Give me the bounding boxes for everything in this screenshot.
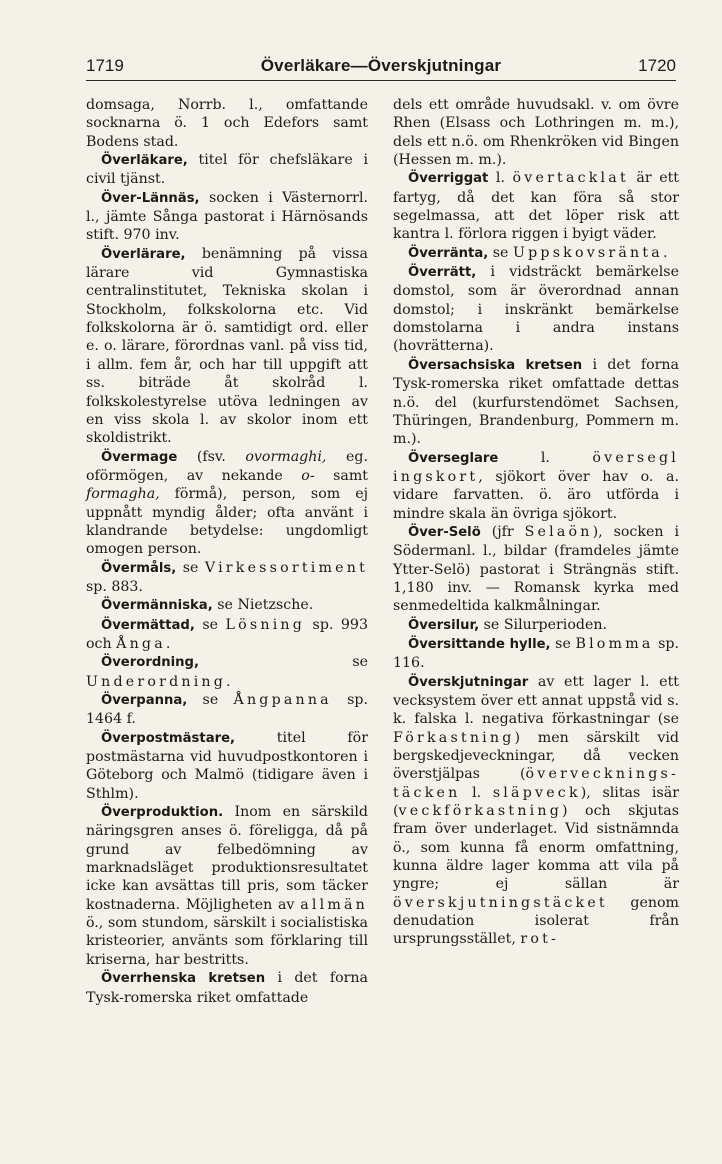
headword: Överrhenska kretsen [101, 971, 266, 987]
headword: Övermåls, [101, 560, 177, 576]
cross-reference: Ånga. [116, 635, 174, 652]
cross-reference: Lösning [225, 616, 306, 633]
entry-over-lannas: Över-Lännäs, socken i Västernorrl. l., jämte Sånga pastorat i Härnösands stift. 970 inv. [86, 189, 368, 244]
entry-over-selo: Över-Selö (jfr Selaön), socken i Södermanl. l., bildar (framdeles jämte Ytter-Selö) pastorat i Strängnäs stift. 1,180 inv. — Romansk kyrka med senmedeltida kalkmålningar. [393, 523, 679, 615]
headword: Överordning, [101, 655, 200, 671]
page-number-right: 1720 [638, 56, 676, 75]
headword: Överläkare, [101, 153, 188, 169]
cross-reference: Silurperioden. [503, 616, 607, 633]
running-head: Överläkare—Överskjutningar [260, 56, 502, 75]
entry-oversittande-hylle: Översittande hylle, se Blomma sp. 116. [393, 635, 679, 672]
entry-overratt: Överrätt, i vidsträckt bemärkelse domstol, som är överordnad annan domstol; i inskränkt bemärkelse domstolarna i andra instans (hovrätterna). [393, 264, 679, 355]
cross-reference: Blomma [575, 635, 654, 652]
entry-overmattad: Övermättad, se Lösning sp. 993 och Ånga. [86, 616, 368, 652]
spaced-term: allmän [300, 896, 368, 913]
entry-overranta: Överränta, se Uppskovsränta. [408, 244, 671, 261]
entry-overordning: Överordning, se Underordning. [86, 654, 368, 690]
page-number-left: 1719 [86, 56, 124, 75]
entry-continuation: domsaga, Norrb. l., omfattande socknarna ö. 1 och Edefors samt Bodens stad. [86, 97, 368, 150]
headword: Överlärare, [101, 246, 186, 262]
entry-overskjutningar: Överskjutningar av ett lager l. ett vecksystem över ett annat uppstå vid s. k. falska l. negativa förkastningar (se Förkastning) men särskilt vid bergskedjeveckningar, då vecken överstjälpas (övervecknings-täcken l. släpveck), slitas isär (veckförkastning) och skjutas fram över underlaget. Vid sistnämnda ö., som kunna få enorm omfattning, kunna äldre lager komma att vila på yngre; ej sällan är överskjutningstäcket genom denudation isolerat från ursprungsstället, rot- [393, 673, 679, 948]
entry-continuation: dels ett område huvudsakl. v. om övre Rhen (Elsass och Lothringen m. m.), dels ett n.ö. om Rhenkröken vid Bingen (Hessen m. m.). [393, 97, 679, 169]
headword: Över-Lännäs, [101, 190, 200, 206]
headword: Över-Selö [408, 524, 481, 540]
spaced-term: veckförkastning [398, 803, 563, 820]
cross-reference: Nietzsche. [237, 597, 314, 614]
cross-reference: Uppskovsränta. [512, 244, 671, 261]
cross-reference: Virkessortiment [204, 559, 368, 576]
entry-overpostmastare: Överpostmästare, titel för postmästarna vid huvudpostkontoren i Göteborg och Malmö (tidigare även i Sthlm). [86, 729, 368, 802]
headword: Övermage [101, 449, 178, 465]
headword: Överpanna, [101, 693, 188, 708]
headword: Översittande hylle, [408, 636, 551, 652]
entry-overpanna: Överpanna, se Ångpanna sp. 1464 f. [86, 692, 368, 728]
spaced-term: översegl ingskort [393, 449, 679, 485]
entry-overlarare: Överlärare, benämning på vissa lärare vid Gymnastiska centralinstitutet, Tekniska skolan i Stockholm, folkskolorna etc. Vid folkskolorna är ö. samtidigt ord. eller e. o. lärare, förordnas vanl. på viss tid, i allm. fem år, och har till uppgift att ss. biträde åt skolråd l. folkskolestyrelse utöva ledningen av en viss skola l. av skolor inom ett skoldistrikt. [86, 245, 368, 447]
spaced-term: överskjutningstäcket [393, 894, 608, 911]
headword: Överränta, [408, 245, 489, 261]
cross-reference: Förkastning [393, 729, 515, 746]
headword: Överskjutningar [408, 674, 529, 690]
page-header [86, 50, 676, 81]
headword: Överriggat [408, 171, 489, 187]
entry-overriggat: Överriggat l. övertacklat är ett fartyg, då det kan föra så stor segelmassa, att det löper risk att kantra l. förlora riggen i byigt väder. [393, 170, 679, 243]
entry-overmage: Övermage (fsv. ovormaghi, eg. oförmögen, av nekande o- samt formagha, förmå), person, som ej uppnått myndig ålder; ofta använt i klandrande betydelse: ungdomligt omogen person. [86, 448, 368, 558]
headword: Överpostmästare, [101, 730, 236, 746]
headword: Översachsiska kretsen [408, 357, 583, 373]
entry-overlakare: Överläkare, titel för chefsläkare i civil tjänst. [86, 152, 368, 188]
cross-reference: Underordning. [86, 673, 234, 690]
entry-overseglare: Överseglare l. översegl ingskort, sjökort över hav o. a. vidare farvatten. ö. äro utförda i mindre skala än övriga sjökort. [393, 449, 679, 522]
spaced-term: rot- [520, 931, 559, 948]
headword: Överproduktion. [101, 805, 224, 821]
entry-overmanniska: Övermänniska, se Nietzsche. [101, 597, 314, 614]
headword: Övermänniska, [101, 598, 213, 614]
headword: Överrätt, [408, 265, 477, 281]
left-column [86, 96, 368, 1007]
headword: Översilur, [408, 617, 480, 633]
spaced-term: släpveck [492, 784, 581, 801]
spaced-term: övertacklat [512, 170, 629, 187]
headword: Överseglare [408, 450, 499, 466]
cross-reference: Selaön [524, 523, 593, 540]
cross-reference: Ångpanna [233, 692, 332, 708]
right-column [393, 96, 679, 949]
entry-overmals: Övermåls, se Virkessortiment sp. 883. [86, 559, 368, 595]
entry-oversachsiska-kretsen: Översachsiska kretsen i det forna Tysk-romerska riket omfattade dettas n.ö. del (kurfurstendömet Sachsen, Thüringen, Brandenburg, Pommern m. m.). [393, 356, 679, 448]
headword: Övermättad, [101, 617, 195, 633]
spaced-term: övervecknings-täcken [393, 766, 679, 801]
entry-oversilur: Översilur, se Silurperioden. [408, 616, 607, 633]
entry-overproduktion: Överproduktion. Inom en särskild näringsgren anses ö. föreligga, då på grund av felbedömning av marknadsläget produktionsresultatet icke kan avsättas till pris, som täcker kostnaderna. Möjligheten av allmän ö., som stundom, särskilt i socialistiska kristeorier, använts som förklaring till kriserna, har bestritts. [86, 804, 368, 968]
entry-overrhenska-kretsen: Överrhenska kretsen i det forna Tysk-romerska riket omfattade [86, 970, 369, 1006]
